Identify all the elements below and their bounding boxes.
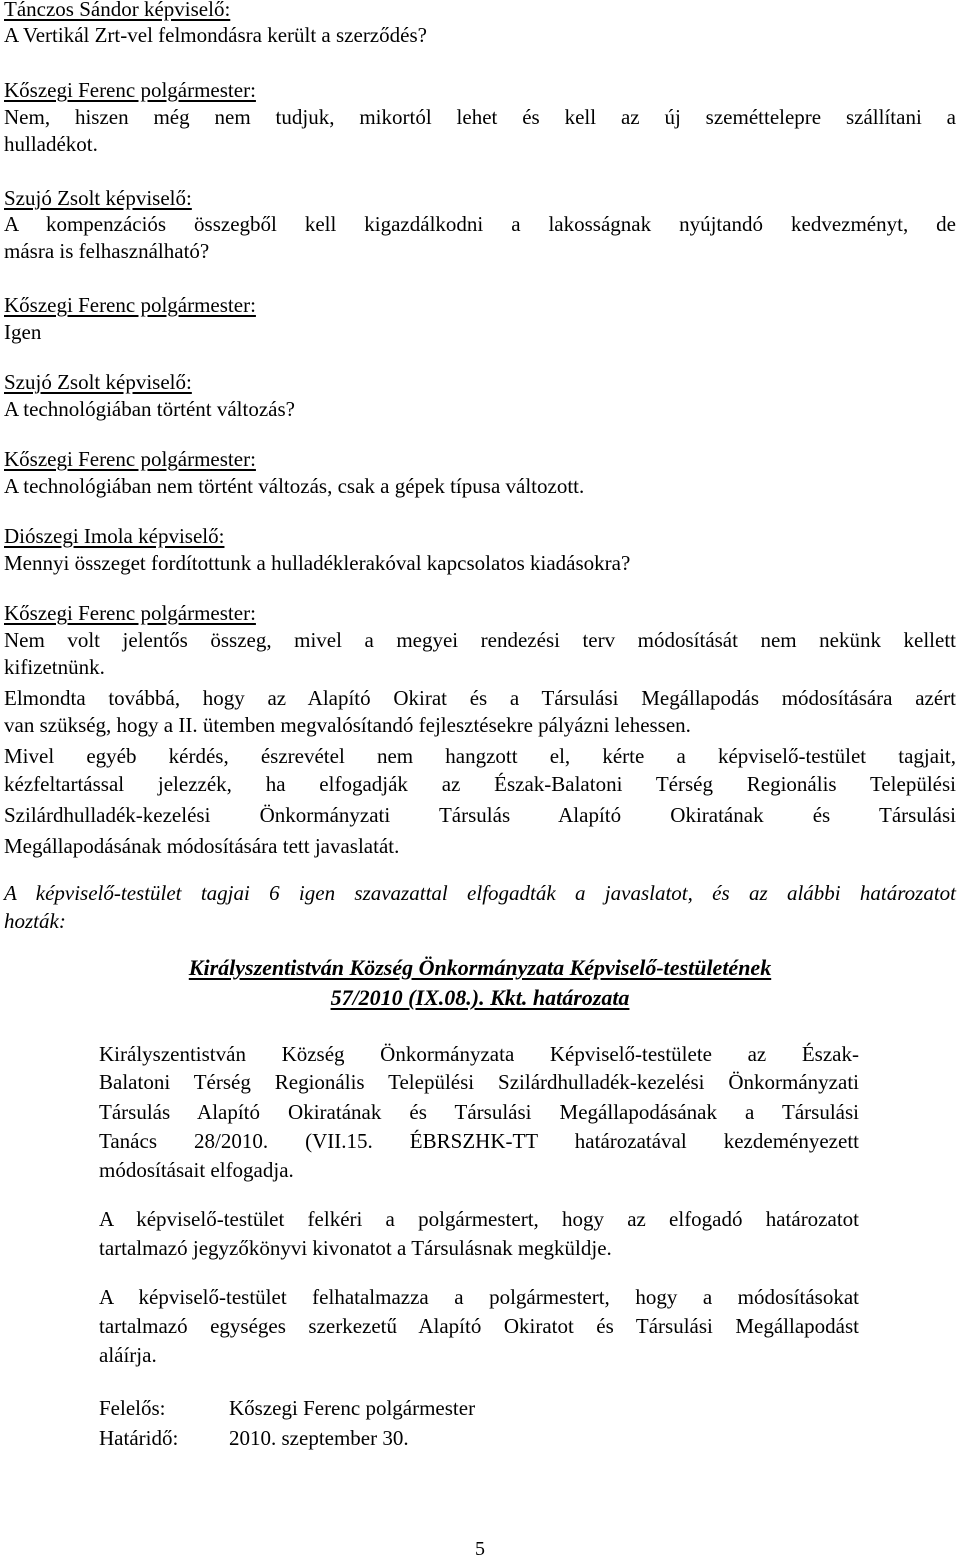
speaker-label: Kőszegi Ferenc polgármester:: [4, 293, 256, 317]
resolution-number: 57/2010 (IX.08.). Kkt. határozata: [330, 985, 630, 1010]
vote-statement: hozták:: [4, 909, 66, 933]
resolution-line: A képviselő-testület felhatalmazza a polgármestert, hogy a módosításokat: [99, 1285, 859, 1309]
resolution-line: Társulás Alapító Okiratának és Társulási Megállapodásának a Társulási: [99, 1100, 859, 1124]
body-line: van szükség, hogy a II. ütemben megvalósítandó fejlesztésekre pályázni lehessen.: [4, 713, 691, 737]
speaker-label: Kőszegi Ferenc polgármester:: [4, 601, 256, 625]
resolution-line: tartalmazó egységes szerkezetű Alapító Okiratot és Társulási Megállapodást: [99, 1314, 859, 1338]
resolution-line: aláírja.: [99, 1343, 157, 1367]
speech-line: Nem, hiszen még nem tudjuk, mikortól lehet és kell az új szeméttelepre szállítani a: [4, 105, 956, 129]
speaker-label: Szujó Zsolt képviselő:: [4, 370, 192, 394]
body-line: Elmondta továbbá, hogy az Alapító Okirat és a Társulási Megállapodás módosítására azért: [4, 686, 956, 710]
speech-line: kifizetnünk.: [4, 655, 105, 679]
speaker-label: Szujó Zsolt képviselő:: [4, 186, 192, 210]
resolution-line: Tanács 28/2010. (VII.15. ÉBRSZHK-TT határozatával kezdeményezett: [99, 1129, 859, 1153]
speaker-label: Kőszegi Ferenc polgármester:: [4, 78, 256, 102]
responsible-value: Kőszegi Ferenc polgármester: [229, 1396, 476, 1420]
speech-line: hulladékot.: [4, 132, 98, 156]
resolution-line: A képviselő-testület felkéri a polgármestert, hogy az elfogadó határozatot: [99, 1207, 859, 1231]
speech-line: A Vertikál Zrt-vel felmondásra került a szerződés?: [4, 23, 427, 47]
resolution-line: Balatoni Térség Regionális Települési Szilárdhulladék-kezelési Önkormányzati: [99, 1070, 859, 1094]
vote-statement: A képviselő-testület tagjai 6 igen szavazattal elfogadták a javaslatot, és az alábbi határozatot: [4, 881, 956, 905]
resolution-line: Királyszentistván Község Önkormányzata Képviselő-testülete az Észak-: [99, 1042, 859, 1066]
speaker-label: Kőszegi Ferenc polgármester:: [4, 447, 256, 471]
speech-line: Nem volt jelentős összeg, mivel a megyei rendezési terv módosítását nem nekünk kellett: [4, 628, 956, 652]
body-line: Szilárdhulladék-kezelési Önkormányzati Társulás Alapító Okiratának és Társulási: [4, 803, 956, 827]
speech-line: Igen: [4, 320, 42, 344]
resolution-line: tartalmazó jegyzőkönyvi kivonatot a Társulásnak megküldje.: [99, 1236, 612, 1260]
speaker-label: Diószegi Imola képviselő:: [4, 524, 225, 548]
speech-line: A kompenzációs összegből kell kigazdálkodni a lakosságnak nyújtandó kedvezményt, de: [4, 212, 956, 236]
resolution-title: Királyszentistván Község Önkormányzata Képviselő-testületének: [188, 955, 772, 980]
page-number: 5: [475, 1538, 485, 1560]
speech-line: Mennyi összeget fordítottunk a hulladéklerakóval kapcsolatos kiadásokra?: [4, 551, 631, 575]
body-line: kézfeltartással jelezzék, ha elfogadják az Észak-Balatoni Térség Regionális Települési: [4, 772, 956, 796]
speech-line: A technológiában nem történt változás, csak a gépek típusa változott.: [4, 474, 585, 498]
resolution-line: módosításait elfogadja.: [99, 1158, 294, 1182]
responsible-label: Felelős:: [99, 1396, 166, 1420]
body-line: Mivel egyéb kérdés, észrevétel nem hangzott el, kérte a képviselő-testület tagjait,: [4, 744, 956, 768]
speaker-label: Tánczos Sándor képviselő:: [4, 0, 231, 21]
deadline-label: Határidő:: [99, 1426, 179, 1450]
speech-line: A technológiában történt változás?: [4, 397, 295, 421]
body-line: Megállapodásának módosítására tett javaslatát.: [4, 834, 400, 858]
speech-line: másra is felhasználható?: [4, 239, 210, 263]
deadline-value: 2010. szeptember 30.: [229, 1426, 409, 1450]
